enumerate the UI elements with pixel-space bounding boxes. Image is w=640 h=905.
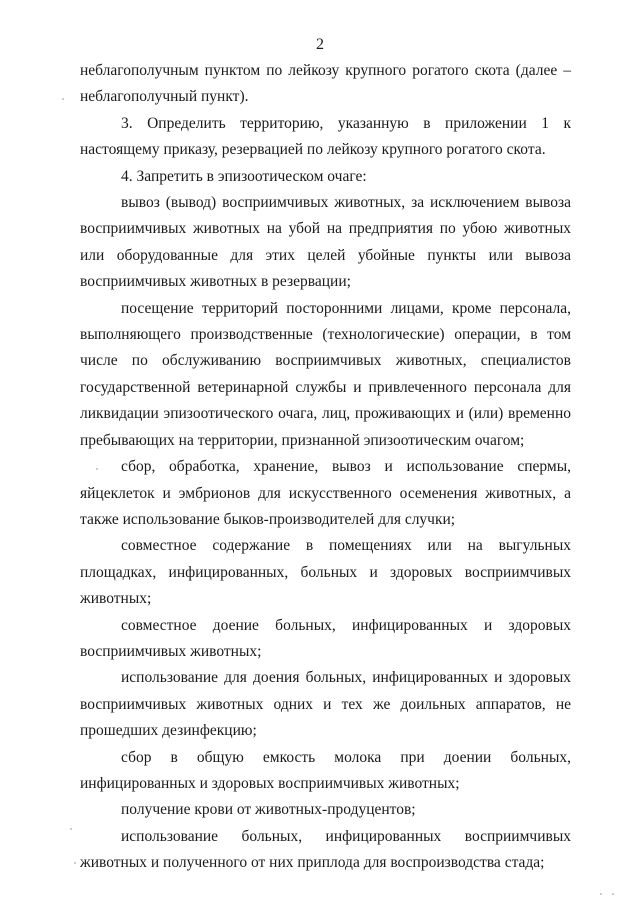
scan-speckle bbox=[96, 468, 98, 470]
scan-speckle bbox=[612, 893, 614, 895]
paragraph-milk-collection-ban: сбор в общую емкость молока при доении больных, инфицированных и здоровых восприимчивых животных; bbox=[80, 748, 571, 792]
paragraph-continuation: неблагополучным пунктом по лейкозу крупного рогатого скота (далее – неблагополучный пункт). bbox=[80, 62, 571, 106]
paragraph-item-4: 4. Запретить в эпизоотическом очаге: bbox=[121, 167, 367, 185]
paragraph-milking-equipment-ban: использование для доения больных, инфицированных и здоровых восприимчивых животных одних и тех же доильных аппаратов, не прошедших дезинфекцию; bbox=[80, 669, 571, 740]
paragraph-semen-ban: сбор, обработка, хранение, вывоз и использование спермы, яйцеклеток и эмбрионов для искусственного осеменения животных, а также использование быков-производителей для случки; bbox=[80, 458, 571, 528]
document-body bbox=[80, 58, 571, 877]
paragraph-visit-ban: посещение территорий посторонними лицами, кроме персонала, выполняющего производственные (технологические) операции, в том числе по обслуживанию восприимчивых животных, специалистов государственной ветеринарной службы и привлеченного персонала для ликвидации эпизоотического очага, лиц, проживающих и (или) временно пребывающих на территории, признанной эпизоотическим очагом; bbox=[80, 299, 571, 449]
paragraph-joint-milking-ban: совместное доение больных, инфицированных и здоровых восприимчивых животных; bbox=[80, 616, 571, 660]
paragraph-export-ban: вывоз (вывод) восприимчивых животных, за исключением вывоза восприимчивых животных на убой на предприятия по убою животных или оборудованные для этих целей убойные пункты или вывоза восприимчивых животных в резервации; bbox=[80, 194, 571, 291]
paragraph-joint-keeping-ban: совместное содержание в помещениях или на выгульных площадках, инфицированных, больных и здоровых восприимчивых животных; bbox=[80, 537, 571, 608]
paragraph-item-3: 3. Определить территорию, указанную в приложении 1 к настоящему приказу, резервацией по лейкозу крупного рогатого скота. bbox=[80, 114, 571, 159]
paragraph-blood-collection-ban: получение крови от животных-продуцентов; bbox=[121, 801, 416, 819]
page-number: 2 bbox=[316, 36, 324, 53]
scan-speckle bbox=[62, 98, 64, 100]
scan-speckle bbox=[600, 893, 602, 895]
scan-speckle bbox=[70, 828, 72, 830]
paragraph-breeding-ban: использование больных, инфицированных восприимчивых животных и полученного от них приплода для воспроизводства стада; bbox=[80, 827, 571, 872]
scan-speckle bbox=[74, 862, 76, 864]
